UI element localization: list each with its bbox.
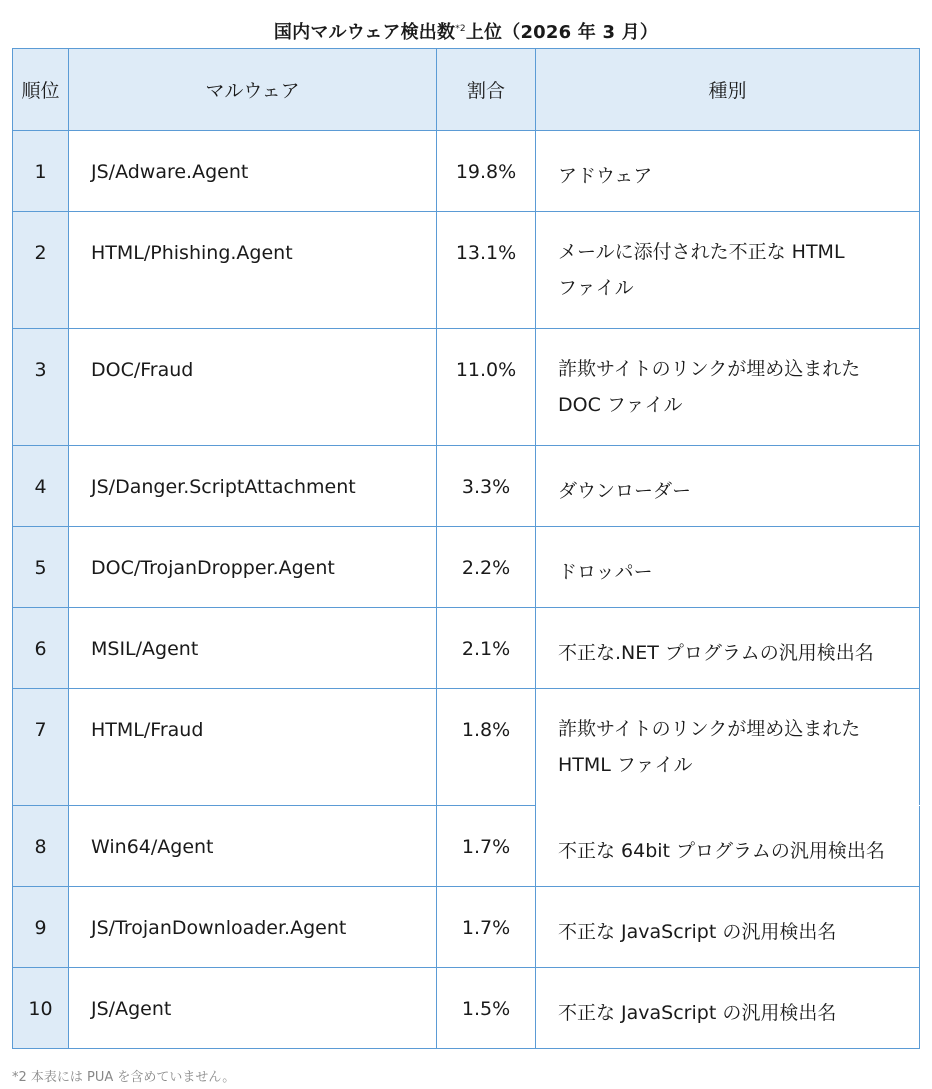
table-row [13,608,920,689]
rank-cell: 8 [13,806,69,887]
footnote: *2 本表には PUA を含めていません。 [12,1070,236,1085]
type-cell [536,329,920,446]
header-malware: マルウェア [69,49,437,131]
malware-ranking-table [12,48,920,1049]
ratio-cell: 3.3% [437,446,536,527]
type-text: 不正な 64bit プログラムの汎用検出名 [558,840,885,862]
ratio-cell: 11.0% [437,329,536,446]
malware-name-cell: DOC/Fraud [69,329,437,446]
table-row [13,887,920,968]
rank-cell: 3 [13,329,69,446]
header-ratio: 割合 [437,49,536,131]
rank-cell: 6 [13,608,69,689]
ratio-cell: 13.1% [437,212,536,329]
header-type: 種別 [536,49,920,131]
table-row [13,446,920,527]
type-cell [536,446,920,527]
type-text: 不正な JavaScript の汎用検出名 [558,921,837,943]
type-text: 不正な.NET プログラムの汎用検出名 [558,642,874,664]
table-row [13,968,920,1049]
table-row [13,806,920,887]
table-row [13,212,920,329]
title-main: 国内マルウェア検出数 [273,22,456,43]
rank-cell: 2 [13,212,69,329]
type-text-line2: ファイル [558,277,634,299]
title-footnote-mark: *2 [455,24,466,34]
table-title [0,18,932,44]
rank-cell: 10 [13,968,69,1049]
ratio-cell: 2.2% [437,527,536,608]
ratio-cell: 1.7% [437,887,536,968]
type-cell [536,608,920,689]
type-text: 不正な JavaScript の汎用検出名 [558,1002,837,1024]
type-text: ダウンローダー [558,480,692,502]
malware-name-cell: HTML/Phishing.Agent [69,212,437,329]
table-row [13,689,920,806]
rank-cell: 5 [13,527,69,608]
type-text-line1: メールに添付された不正な HTML [558,241,845,263]
rank-cell: 4 [13,446,69,527]
rank-cell: 7 [13,689,69,806]
type-text-line2: DOC ファイル [558,394,683,416]
malware-name-cell: MSIL/Agent [69,608,437,689]
title-suffix: 上位（2026 年 3 月） [465,22,659,43]
ratio-cell: 1.8% [437,689,536,806]
malware-name-cell: JS/Adware.Agent [69,131,437,212]
ratio-cell: 2.1% [437,608,536,689]
malware-name-cell: JS/Agent [69,968,437,1049]
type-cell [536,689,920,806]
malware-name-cell: DOC/TrojanDropper.Agent [69,527,437,608]
type-text-line2: HTML ファイル [558,754,693,776]
ratio-cell: 1.7% [437,806,536,887]
type-cell [536,806,920,887]
type-text-line1: 詐欺サイトのリンクが埋め込まれた [558,358,861,380]
malware-name-cell: HTML/Fraud [69,689,437,806]
rank-cell: 9 [13,887,69,968]
malware-name-cell: JS/TrojanDownloader.Agent [69,887,437,968]
table-row [13,131,920,212]
type-cell [536,131,920,212]
malware-name-cell: JS/Danger.ScriptAttachment [69,446,437,527]
ratio-cell: 19.8% [437,131,536,212]
table-row [13,329,920,446]
header-row [13,49,920,131]
type-cell [536,212,920,329]
type-text-line1: 詐欺サイトのリンクが埋め込まれた [558,718,861,740]
type-cell [536,887,920,968]
type-text: アドウェア [558,165,653,187]
malware-name-cell: Win64/Agent [69,806,437,887]
type-text: ドロッパー [558,561,653,583]
rank-cell: 1 [13,131,69,212]
type-cell [536,968,920,1049]
header-rank: 順位 [13,49,69,131]
ratio-cell: 1.5% [437,968,536,1049]
table-row [13,527,920,608]
type-cell [536,527,920,608]
